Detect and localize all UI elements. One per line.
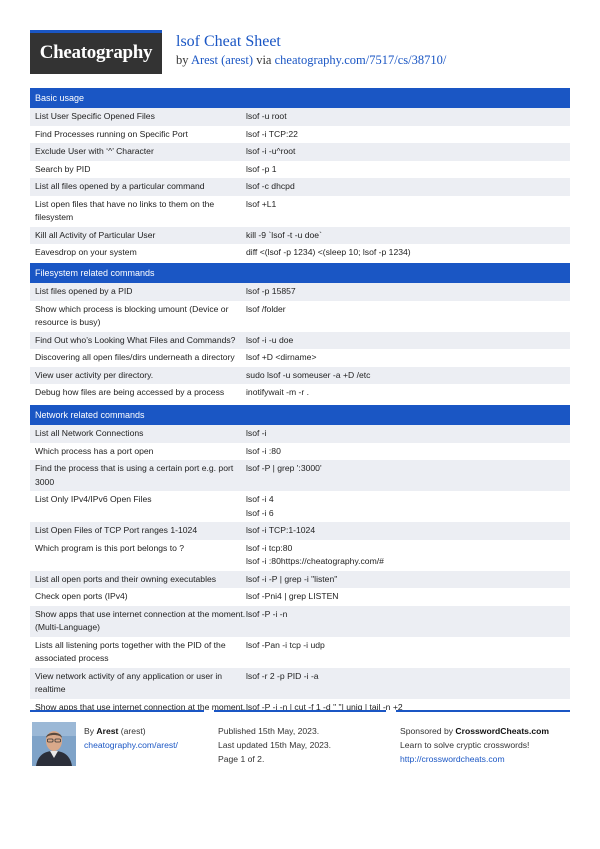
row-command xyxy=(246,668,570,699)
description-line: Eavesdrop on your system xyxy=(35,247,137,257)
author-avatar[interactable] xyxy=(32,722,76,766)
footer-author-handle: (arest) xyxy=(118,726,146,736)
row-command xyxy=(246,196,570,227)
table-row xyxy=(30,349,570,367)
row-command xyxy=(246,244,570,262)
row-description xyxy=(30,196,246,227)
description-line: associated process xyxy=(35,653,109,663)
command-line: lsof -p 1 xyxy=(246,163,277,174)
command-line: lsof /folder xyxy=(246,303,286,314)
description-line: View user activity per directory. xyxy=(35,369,154,380)
row-description xyxy=(30,283,246,301)
row-description xyxy=(30,522,246,540)
description-line: Show apps that use internet connection at the moment. xyxy=(35,701,246,712)
page-header xyxy=(30,30,570,76)
table-row xyxy=(30,571,570,589)
row-command xyxy=(246,332,570,350)
row-description xyxy=(30,301,246,332)
row-command xyxy=(246,178,570,196)
table-row xyxy=(30,227,570,245)
row-description xyxy=(30,126,246,144)
byline-via: via xyxy=(253,53,275,67)
row-command xyxy=(246,606,570,637)
row-command xyxy=(246,283,570,301)
row-description xyxy=(30,227,246,245)
command-line: lsof -i :80 xyxy=(246,445,281,456)
table-row xyxy=(30,425,570,443)
row-command xyxy=(246,143,570,161)
row-command xyxy=(246,384,570,402)
row-description xyxy=(30,491,246,522)
table-row xyxy=(30,443,570,461)
row-description xyxy=(30,668,246,699)
description-line: resource is busy) xyxy=(35,317,101,327)
row-description xyxy=(30,606,246,637)
footer-by-prefix: By xyxy=(84,726,97,736)
table-row xyxy=(30,606,570,637)
sheet-url-link[interactable]: cheatography.com/7517/cs/38710/ xyxy=(274,53,447,67)
command-line: lsof -i TCP:1-1024 xyxy=(246,525,316,535)
description-line: Exclude User with ‘^’ Character xyxy=(35,146,154,156)
section-title: Network related commands xyxy=(30,405,570,425)
command-line: diff <(lsof -p 1234) <(sleep 10; lsof -p 1234) xyxy=(246,247,411,257)
table-row xyxy=(30,637,570,668)
row-command xyxy=(246,301,570,332)
title-block xyxy=(176,32,446,68)
byline-prefix: by xyxy=(176,53,191,67)
table-row xyxy=(30,301,570,332)
command-line: lsof -Pni4 | grep LISTEN xyxy=(246,591,339,601)
row-command xyxy=(246,161,570,179)
description-line: Which program is this port belongs to ? xyxy=(35,542,185,553)
description-line: Lists all listening ports together with the PID of the xyxy=(35,639,226,650)
byline xyxy=(176,52,446,68)
footer-sponsor-column xyxy=(396,710,570,772)
table-row xyxy=(30,332,570,350)
table-row xyxy=(30,384,570,402)
description-line: List User Specific Opened Files xyxy=(35,111,155,121)
footer-published-date: Published 15th May, 2023. xyxy=(218,726,320,736)
description-line: List all files opened by a particular command xyxy=(35,181,205,191)
table-row xyxy=(30,196,570,227)
description-line: Discovering all open files/dirs underneath a directory xyxy=(35,352,235,362)
row-command xyxy=(246,571,570,589)
row-description xyxy=(30,367,246,385)
row-command xyxy=(246,443,570,461)
table-row xyxy=(30,460,570,491)
command-line: lsof -i TCP:22 xyxy=(246,128,298,139)
row-command xyxy=(246,637,570,668)
row-command xyxy=(246,588,570,606)
footer-publish-text xyxy=(218,724,331,766)
description-line: Check open ports (IPv4) xyxy=(35,591,128,601)
footer-updated-date: Last updated 15th May, 2023. xyxy=(218,740,332,750)
footer-publish-column xyxy=(214,710,386,772)
section-title: Filesystem related commands xyxy=(30,263,570,283)
description-line: Find the process that is using a certain port e.g. port xyxy=(35,463,234,473)
description-line: 3000 xyxy=(35,476,55,487)
table-row xyxy=(30,522,570,540)
description-line: Find Processes running on Specific Port xyxy=(35,128,188,139)
description-line: Debug how files are being accessed by a process xyxy=(35,387,225,397)
description-line: View network activity of any application or user in xyxy=(35,670,223,681)
footer-author-text xyxy=(84,724,178,752)
command-line: lsof -i tcp:80 xyxy=(246,542,293,553)
description-line: List all Network Connections xyxy=(35,428,144,438)
command-line: lsof -r 2 -p PID -i -a xyxy=(246,670,319,681)
row-description xyxy=(30,637,246,668)
row-description xyxy=(30,384,246,402)
row-description xyxy=(30,425,246,443)
command-line: lsof -i :80https://cheatography.com/# xyxy=(246,556,384,566)
table-row xyxy=(30,367,570,385)
row-description xyxy=(30,244,246,262)
row-description xyxy=(30,108,246,126)
row-command xyxy=(246,425,570,443)
row-command xyxy=(246,522,570,540)
command-line: sudo lsof -u someuser -a +D /etc xyxy=(246,369,371,380)
footer-author-url[interactable]: cheatography.com/arest/ xyxy=(84,740,178,750)
footer-author-name[interactable]: Arest xyxy=(96,726,119,736)
description-line: List files opened by a PID xyxy=(35,286,133,296)
row-command xyxy=(246,108,570,126)
table-row xyxy=(30,126,570,144)
table-row xyxy=(30,108,570,126)
footer-author-column xyxy=(30,710,204,772)
command-line: lsof -i 4 xyxy=(246,494,274,504)
row-description xyxy=(30,571,246,589)
row-command xyxy=(246,491,570,522)
description-line: List Only IPv4/IPv6 Open Files xyxy=(35,494,152,504)
description-line: realtime xyxy=(35,684,66,694)
row-description xyxy=(30,588,246,606)
command-line: lsof -i -P | grep -i "listen" xyxy=(246,573,338,584)
row-command xyxy=(246,126,570,144)
command-line: lsof -p 15857 xyxy=(246,286,296,296)
row-command xyxy=(246,460,570,491)
table-row xyxy=(30,283,570,301)
footer-sponsor-prefix: Sponsored by xyxy=(400,726,456,736)
author-link[interactable]: Arest (arest) xyxy=(190,53,254,67)
section-title: Basic usage xyxy=(30,88,570,108)
command-line: kill -9 `lsof -t -u doe` xyxy=(246,229,322,240)
description-line: List all open ports and their owning executables xyxy=(35,573,217,584)
description-line: Show which process is blocking umount (Device or xyxy=(35,303,229,314)
page-footer xyxy=(30,710,570,770)
section-basic-usage xyxy=(30,88,570,262)
command-line: lsof -P -i -n xyxy=(246,608,288,619)
table-row xyxy=(30,491,570,522)
command-line: lsof -i xyxy=(246,428,267,438)
row-description xyxy=(30,332,246,350)
table-row xyxy=(30,143,570,161)
section-network-commands xyxy=(30,405,570,716)
row-description xyxy=(30,460,246,491)
command-line: lsof -c dhcpd xyxy=(246,181,295,191)
section-filesystem-commands xyxy=(30,263,570,402)
command-line: lsof +D <dirname> xyxy=(246,352,317,362)
command-line: lsof -i -u^root xyxy=(246,146,296,156)
footer-sponsor-name[interactable]: CrosswordCheats.com xyxy=(455,726,550,736)
row-description xyxy=(30,349,246,367)
command-line: lsof -i 6 xyxy=(246,507,274,518)
description-line: filesystem xyxy=(35,212,74,222)
row-description xyxy=(30,540,246,571)
command-line: inotifywait -m -r . xyxy=(246,387,310,397)
description-line: Kill all Activity of Particular User xyxy=(35,229,156,240)
row-command xyxy=(246,227,570,245)
row-description xyxy=(30,178,246,196)
command-line: lsof -u root xyxy=(246,111,287,121)
row-description xyxy=(30,161,246,179)
command-line: lsof -P | grep ':3000' xyxy=(246,463,322,473)
command-line: lsof -Pan -i tcp -i udp xyxy=(246,639,325,650)
command-line: lsof -i -u doe xyxy=(246,334,294,345)
row-description xyxy=(30,443,246,461)
description-line: Show apps that use internet connection at the moment. xyxy=(35,608,246,619)
description-line: List open files that have no links to them on the xyxy=(35,198,215,209)
table-row xyxy=(30,161,570,179)
table-row xyxy=(30,178,570,196)
description-line: Which process has a port open xyxy=(35,445,154,456)
avatar-portrait-icon xyxy=(32,722,76,766)
footer-sponsor-url[interactable]: http://crosswordcheats.com xyxy=(400,754,505,764)
command-line: lsof -P -i -n | cut -f 1 -d " "| uniq | tail -n +2 xyxy=(246,701,403,712)
description-line: Search by PID xyxy=(35,163,91,174)
row-command xyxy=(246,367,570,385)
footer-sponsor-tagline: Learn to solve cryptic crosswords! xyxy=(400,740,530,750)
table-row xyxy=(30,588,570,606)
description-line: List Open Files of TCP Port ranges 1-1024 xyxy=(35,525,198,535)
command-line: lsof +L1 xyxy=(246,198,277,209)
row-command xyxy=(246,540,570,571)
row-description xyxy=(30,143,246,161)
cheatography-logo[interactable]: Cheatography xyxy=(30,30,162,74)
footer-sponsor-text xyxy=(400,724,549,766)
footer-page-number: Page 1 of 2. xyxy=(218,754,265,764)
table-row xyxy=(30,244,570,262)
sheet-title[interactable]: lsof Cheat Sheet xyxy=(176,33,281,50)
row-command xyxy=(246,349,570,367)
description-line: (Multi-Language) xyxy=(35,622,100,632)
table-row xyxy=(30,540,570,571)
table-row xyxy=(30,668,570,699)
description-line: Find Out who’s Looking What Files and Commands? xyxy=(35,334,236,345)
